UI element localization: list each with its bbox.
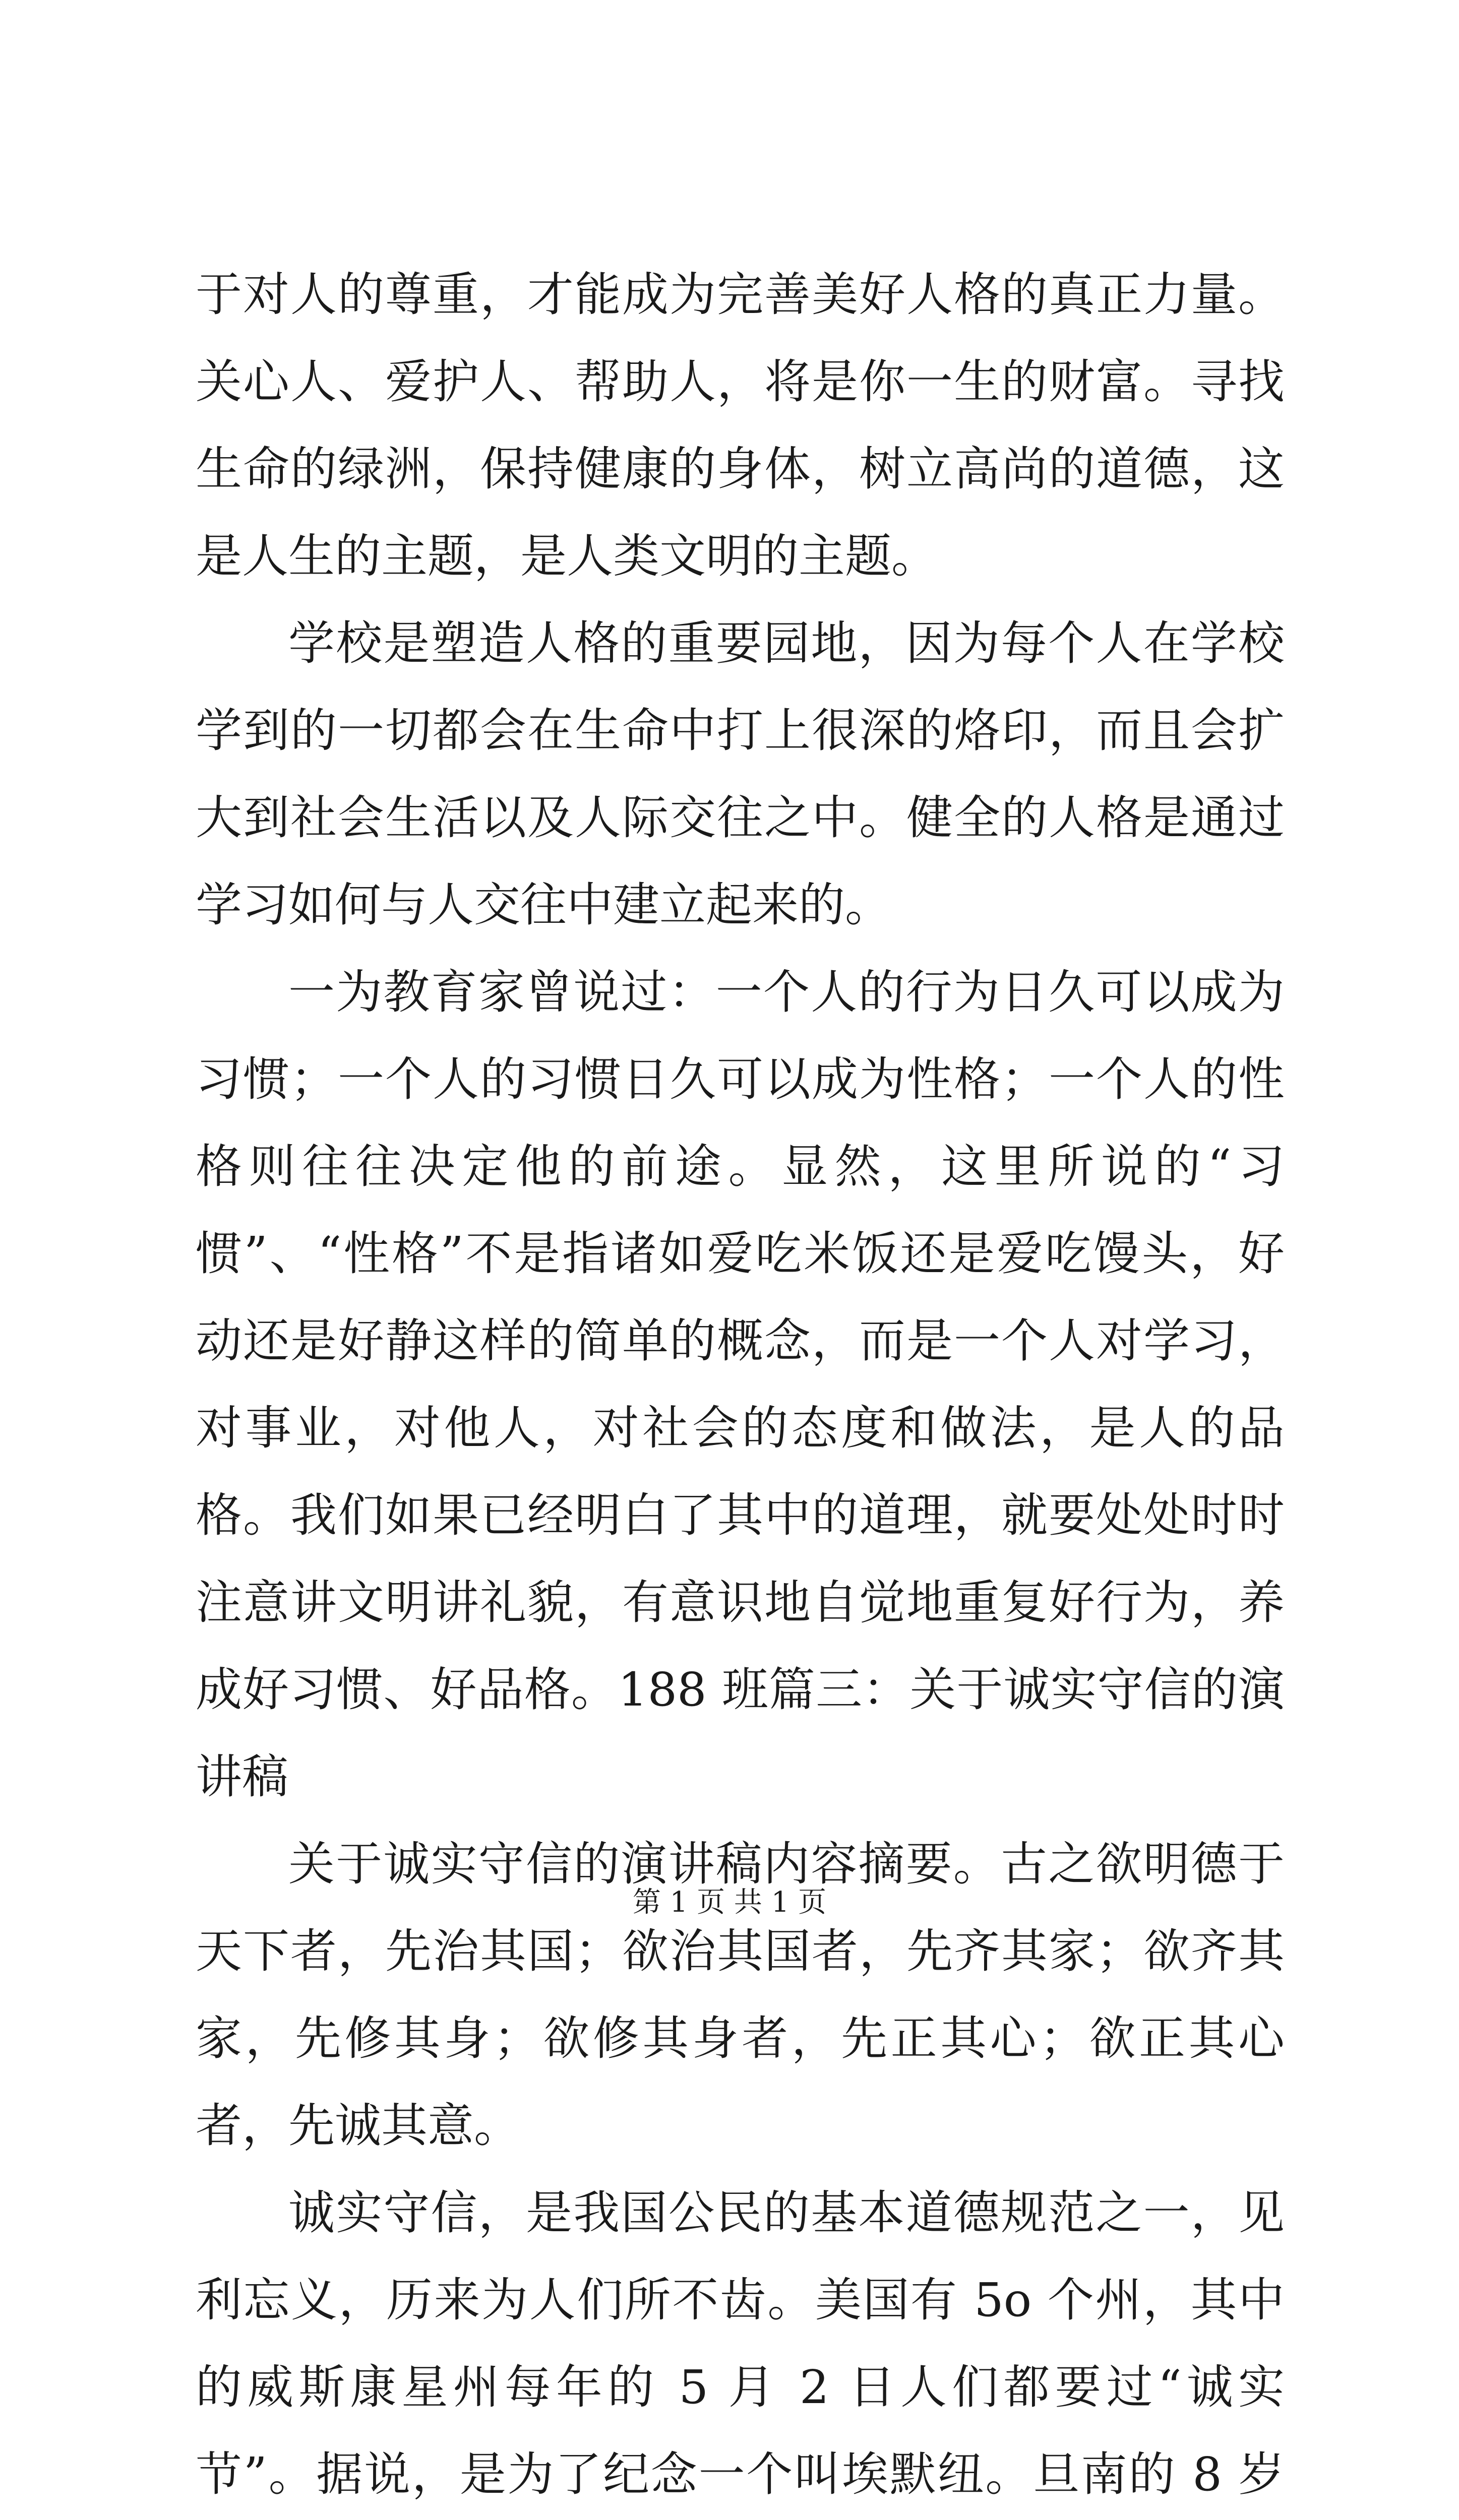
page-number-footer: 第 1 页 共 1 页 (632, 1886, 827, 1919)
document-body (196, 251, 1285, 2520)
paragraph: 于对人的尊重，才能成为完善美好人格的真正力量。关心人、爱护人、帮助人，将是你一生的财富。寻找生命的绿洲，保持健康的身体，树立高尚的道德，这是人生的主题，是人类文明的主题。 (196, 268, 1285, 583)
paragraph: 诚实守信，是我国公民的基本道德规范之一，见利忘义，历来为人们所不齿。美国有 5o 个州，其中的威斯康星州每年的 5 月 2 日人们都要过“诚实节”。据说，是为了纪念一个叫埃默纽。旦南的 8 岁 (196, 2186, 1285, 2501)
paragraph: 一为教育家曾说过：一个人的行为日久可以成为习惯；一个人的习惯日久可以成为性格；一个人的性格则往往决定他的前途。显然，这里所说的“习惯”、“性格”不是指诸如爱吃米饭还是爱吃馒头，好动还是好静这样的简单的概念，而是一个人对学习，对事业，对他人，对社会的态度和做法，是人的品格。我们如果已经明白了其中的道理，就要处处时时注意讲文明讲礼貌，有意识地自觉地重复好行为，养成好习惯、好品格。188 班篇三：关于诚实守信的演讲稿 (196, 965, 1285, 1804)
paragraph: 学校是塑造人格的重要园地，因为每个人在学校学到的一切都会在生命中打上很深的烙印，而且会扩大到社会生活以及人际交往之中。健全的人格是通过学习如何与人交往中建立起来的。 (196, 616, 1285, 932)
paragraph: 关于诚实守信的演讲稿内容摘要。古之欲明德于天下者，先治其国；欲治其国者，先齐其家；欲齐其家，先修其身；欲修其身者，先正其心；欲正其心者，先诚其意。 (196, 1837, 1285, 2153)
